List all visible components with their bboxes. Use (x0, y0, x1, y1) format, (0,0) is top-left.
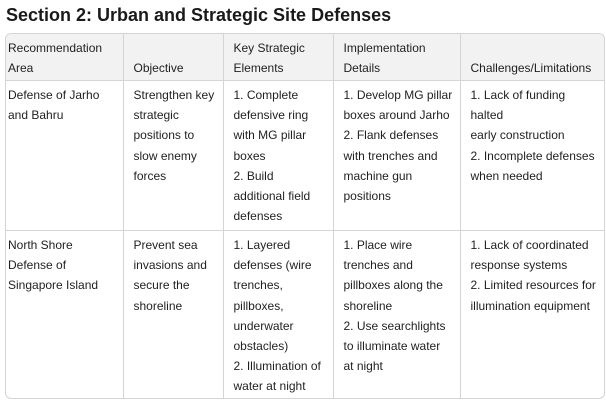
cell-text-line: trenches, (233, 278, 283, 293)
cell-text-line: additional field (233, 189, 311, 204)
table-row (6, 81, 604, 231)
defense-recommendations-table (6, 34, 604, 399)
cell-implementation-details (333, 231, 460, 400)
cell-recommendation-area (6, 81, 123, 231)
cell-text-line: 2. Flank defenses (343, 128, 439, 143)
cell-text-line: North Shore (8, 238, 73, 252)
cell-text-line: forces (133, 168, 167, 183)
cell-text-line: early construction (470, 128, 565, 143)
table-header-row (6, 34, 604, 81)
cell-text-line: underwater (233, 318, 294, 333)
header-text-line: Implementation (343, 40, 426, 55)
cell-text-line: when needed (470, 168, 543, 183)
cell-text-line: with MG pillar (233, 128, 307, 143)
cell-challenges-limitations (460, 231, 604, 400)
cell-text-line: secure the (133, 278, 190, 293)
cell-text-line: with trenches and (343, 148, 438, 163)
defense-recommendations-table-container (5, 33, 605, 399)
header-text-line: Elements (233, 60, 284, 75)
header-text-line: Challenges/Limitations (470, 60, 592, 75)
cell-text-line: Singapore Island (8, 278, 99, 293)
cell-objective (123, 231, 223, 400)
cell-text-line: 2. Build (233, 168, 274, 183)
header-recommendation-area (6, 34, 123, 81)
header-objective (123, 34, 223, 81)
cell-text-line: 1. Lack of coordinated (470, 238, 589, 252)
cell-recommendation-area (6, 231, 123, 400)
cell-text-line: defenses (wire (233, 258, 312, 273)
cell-key-strategic-elements (223, 231, 333, 400)
cell-text-line: 2. Illumination of (233, 359, 321, 374)
header-text-line: Objective (133, 60, 184, 75)
cell-text-line: Prevent sea (133, 238, 198, 252)
cell-text-line: trenches and (343, 258, 413, 273)
cell-text-line: machine gun (343, 168, 413, 183)
cell-text-line: defensive ring (233, 108, 309, 123)
header-text-line: Details (343, 60, 381, 75)
cell-text-line: 1. Complete (233, 88, 299, 102)
cell-text-line: 1. Lack of funding halted (470, 88, 566, 123)
cell-text-line: boxes (233, 148, 266, 163)
header-challenges-limitations (460, 34, 604, 81)
cell-text-line: illumination equipment (470, 298, 590, 313)
cell-text-line: at night (343, 359, 383, 374)
cell-objective (123, 81, 223, 231)
header-key-strategic-elements (223, 34, 333, 81)
cell-key-strategic-elements (223, 81, 333, 231)
cell-text-line: Defense of Jarho (8, 88, 100, 102)
cell-text-line: Strengthen key (133, 88, 215, 102)
cell-text-line: pillboxes, (233, 298, 284, 313)
cell-text-line: slow enemy (133, 148, 197, 163)
cell-text-line: 1. Develop MG pillar (343, 88, 453, 102)
header-text-line: Area (8, 60, 34, 75)
section-title: Section 2: Urban and Strategic Site Defenses (6, 5, 392, 25)
table-row (6, 231, 604, 400)
cell-text-line: 1. Place wire (343, 238, 413, 252)
cell-text-line: pillboxes along the (343, 278, 443, 293)
cell-text-line: shoreline (343, 298, 393, 313)
cell-text-line: 1. Layered (233, 238, 291, 252)
cell-text-line: 2. Limited resources for (470, 278, 596, 293)
cell-text-line: water at night (233, 379, 306, 394)
cell-text-line: boxes around Jarho (343, 108, 450, 123)
cell-text-line: positions (343, 189, 391, 204)
header-text-line: Key Strategic (233, 40, 305, 55)
cell-text-line: invasions and (133, 258, 207, 273)
cell-challenges-limitations (460, 81, 604, 231)
cell-text-line: 2. Use searchlights (343, 318, 446, 333)
cell-text-line: 2. Incomplete defenses (470, 148, 595, 163)
cell-text-line: response systems (470, 258, 568, 273)
cell-text-line: shoreline (133, 298, 183, 313)
header-implementation-details (333, 34, 460, 81)
cell-text-line: strategic (133, 108, 179, 123)
cell-text-line: defenses (233, 209, 283, 224)
cell-text-line: positions to (133, 128, 195, 143)
cell-text-line: and Bahru (8, 108, 64, 123)
header-text-line: Recommendation (8, 40, 103, 55)
cell-text-line: to illuminate water (343, 339, 441, 354)
cell-text-line: Defense of (8, 258, 67, 273)
cell-implementation-details (333, 81, 460, 231)
cell-text-line: obstacles) (233, 339, 289, 354)
